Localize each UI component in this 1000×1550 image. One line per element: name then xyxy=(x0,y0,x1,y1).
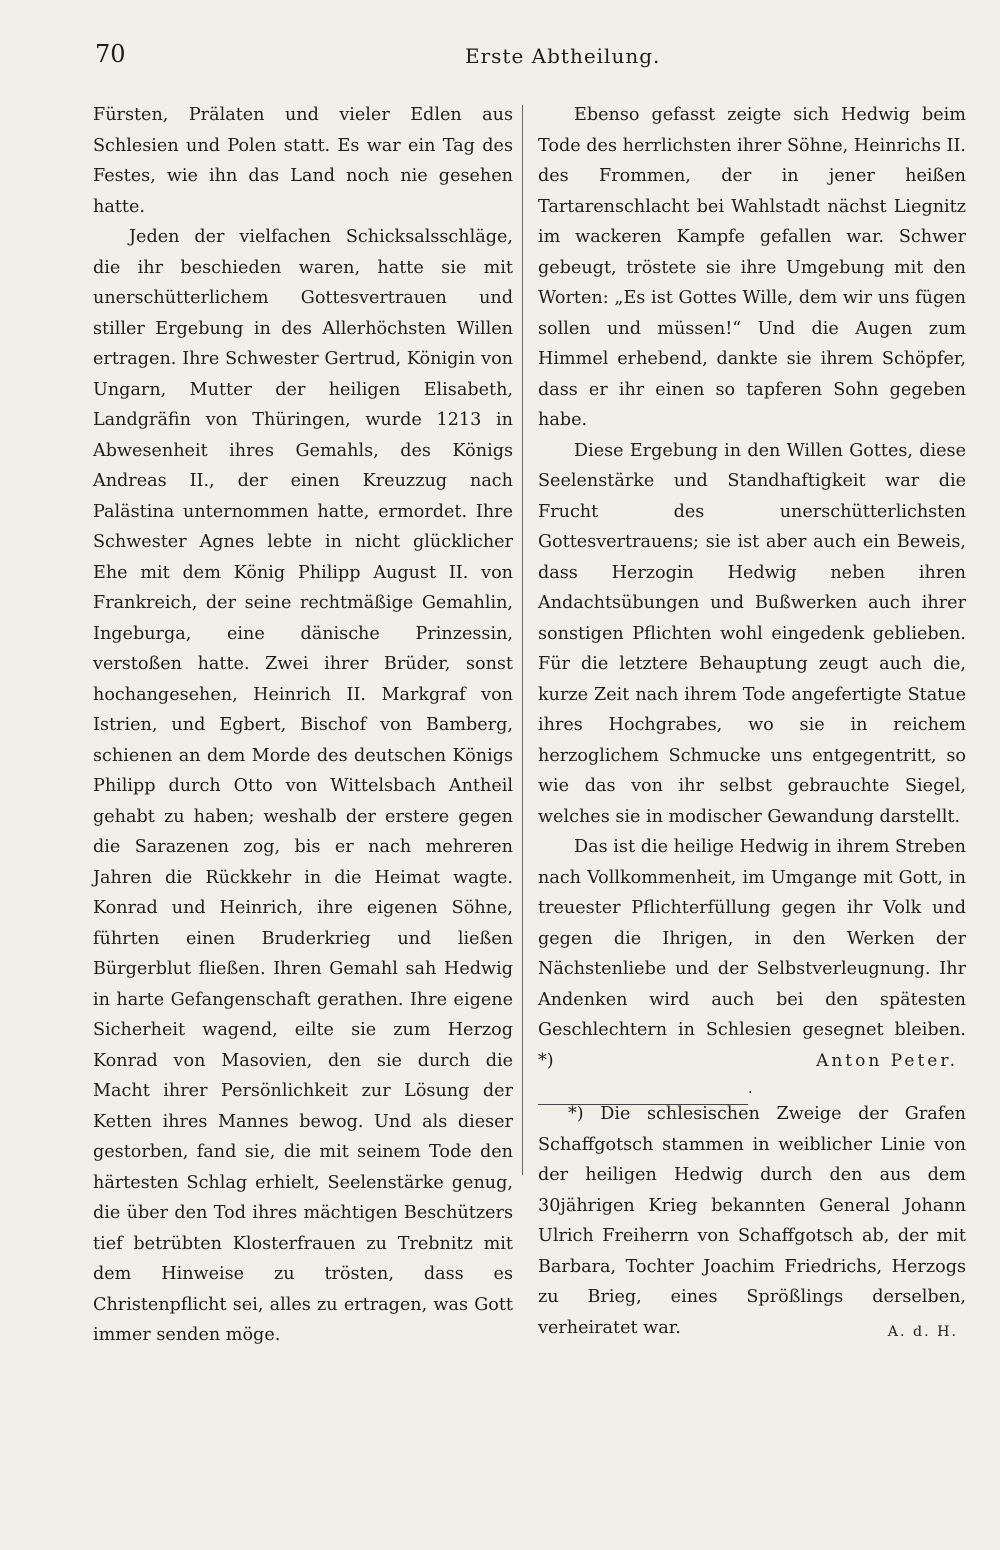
running-title: Erste Abtheilung. xyxy=(465,44,661,68)
column-divider xyxy=(522,105,523,1175)
paragraph: Fürsten, Prälaten und vieler Edlen aus Schlesien und Polen statt. Es war ein Tag des Festes, wie ihn das Land noch nie gesehen hatte. xyxy=(93,105,513,217)
author-signature: Anton Peter. xyxy=(816,1051,958,1071)
paragraph: Das ist die heilige Hedwig in ihrem Streben nach Vollkommenheit, im Umgange mit Gott, in treuester Pflichterfüllung gegen ihr Volk und gegen die Ihrigen, in den Werken der Nächstenliebe und der Selbstverleugnung. Ihr Andenken wird auch bei den spätesten Geschlechtern in Schlesien gesegnet bleiben. *) xyxy=(538,837,966,1071)
paragraph: Diese Ergebung in den Willen Gottes, diese Seelenstärke und Standhaftigkeit war die Frucht des unerschütterlichsten Gottesvertrauens; sie ist aber auch ein Beweis, dass Herzogin Hedwig neben ihren Andachtsübungen und Bußwerken auch ihrer sonstigen Pflichten wohl eingedenk geblieben. Für die letztere Behauptung zeugt auch die, kurze Zeit nach ihrem Tode angefertigte Statue ihres Hochgrabes, wo sie in reichem herzoglichem Schmucke uns entgegentritt, so wie das von ihr selbst gebrauchte Siegel, welches sie in modischer Gewandung darstellt. xyxy=(538,440,966,827)
left-column xyxy=(93,100,513,1351)
footnote-dot: · xyxy=(748,1085,753,1101)
footnote-signature: A. d. H. xyxy=(887,1324,958,1340)
footnote: *) Die schlesischen Zweige der Grafen Schaffgotsch stammen in weiblicher Linie von der heiligen Hedwig durch den aus dem 30jährigen Krieg bekannten General Johann Ulrich Freiherrn von Schaffgotsch ab, der mit Barbara, Tochter Joachim Friedrichs, Herzogs zu Brieg, eines Sprößlings derselben, verheiratet war. xyxy=(538,1104,966,1338)
page-number: 70 xyxy=(95,40,126,68)
paragraph: Jeden der vielfachen Schicksalsschläge, die ihr beschieden waren, hatte sie mit unerschütterlichem Gottesvertrauen und stiller Ergebung in des Allerhöchsten Willen ertragen. Ihre Schwester Gertrud, Königin von Ungarn, Mutter der heiligen Elisabeth, Landgräfin von Thüringen, wurde 1213 in Abwesenheit ihres Gemahls, des Königs Andreas II., der einen Kreuzzug nach Palästina unternommen hatte, ermordet. Ihre Schwester Agnes lebte in nicht glücklicher Ehe mit dem König Philipp August II. von Frankreich, der seine rechtmäßige Gemahlin, Ingeburga, eine dänische Prinzessin, verstoßen hatte. Zwei ihrer Brüder, sonst hochangesehen, Heinrich II. Markgraf von Istrien, und Egbert, Bischof von Bamberg, schienen an dem Morde des deutschen Königs Philipp durch Otto von Wittelsbach Antheil gehabt zu haben; weshalb der erstere gegen die Sarazenen zog, bis er nach mehreren Jahren die Rückkehr in die Heimat wagte. Konrad und Heinrich, ihre eigenen Söhne, führten einen Bruderkrieg und ließen Bürgerblut fließen. Ihren Gemahl sah Hedwig in harte Gefangenschaft gerathen. Ihre eigene Sicherheit wagend, eilte sie zum Herzog Konrad von Masovien, den sie durch die Macht ihrer Persönlichkeit zur Lösung der Ketten ihres Mannes bewog. Und als dieser gestorben, fand sie, die mit seinem Tode den härtesten Schlag erhielt, Seelenstärke genug, die über den Tod ihres mächtigen Beschützers tief betrübten Klosterfrauen zu Trebnitz mit dem Hinweise zu trösten, dass es Christenpflicht sei, alles zu ertragen, was Gott immer senden möge. xyxy=(93,227,513,1345)
right-column xyxy=(538,100,966,1343)
page-header xyxy=(95,40,895,76)
paragraph: Ebenso gefasst zeigte sich Hedwig beim Tode des herrlichsten ihrer Söhne, Heinrichs II. des Frommen, der in jener heißen Tartarenschlacht bei Wahlstadt nächst Liegnitz im wackeren Kampfe gefallen war. Schwer gebeugt, tröstete sie ihre Umgebung mit den Worten: „Es ist Gottes Wille, dem wir uns fügen sollen und müssen!“ Und die Augen zum Himmel erhebend, dankte sie ihrem Schöpfer, dass er ihr einen so tapferen Sohn gegeben habe. xyxy=(538,105,966,430)
